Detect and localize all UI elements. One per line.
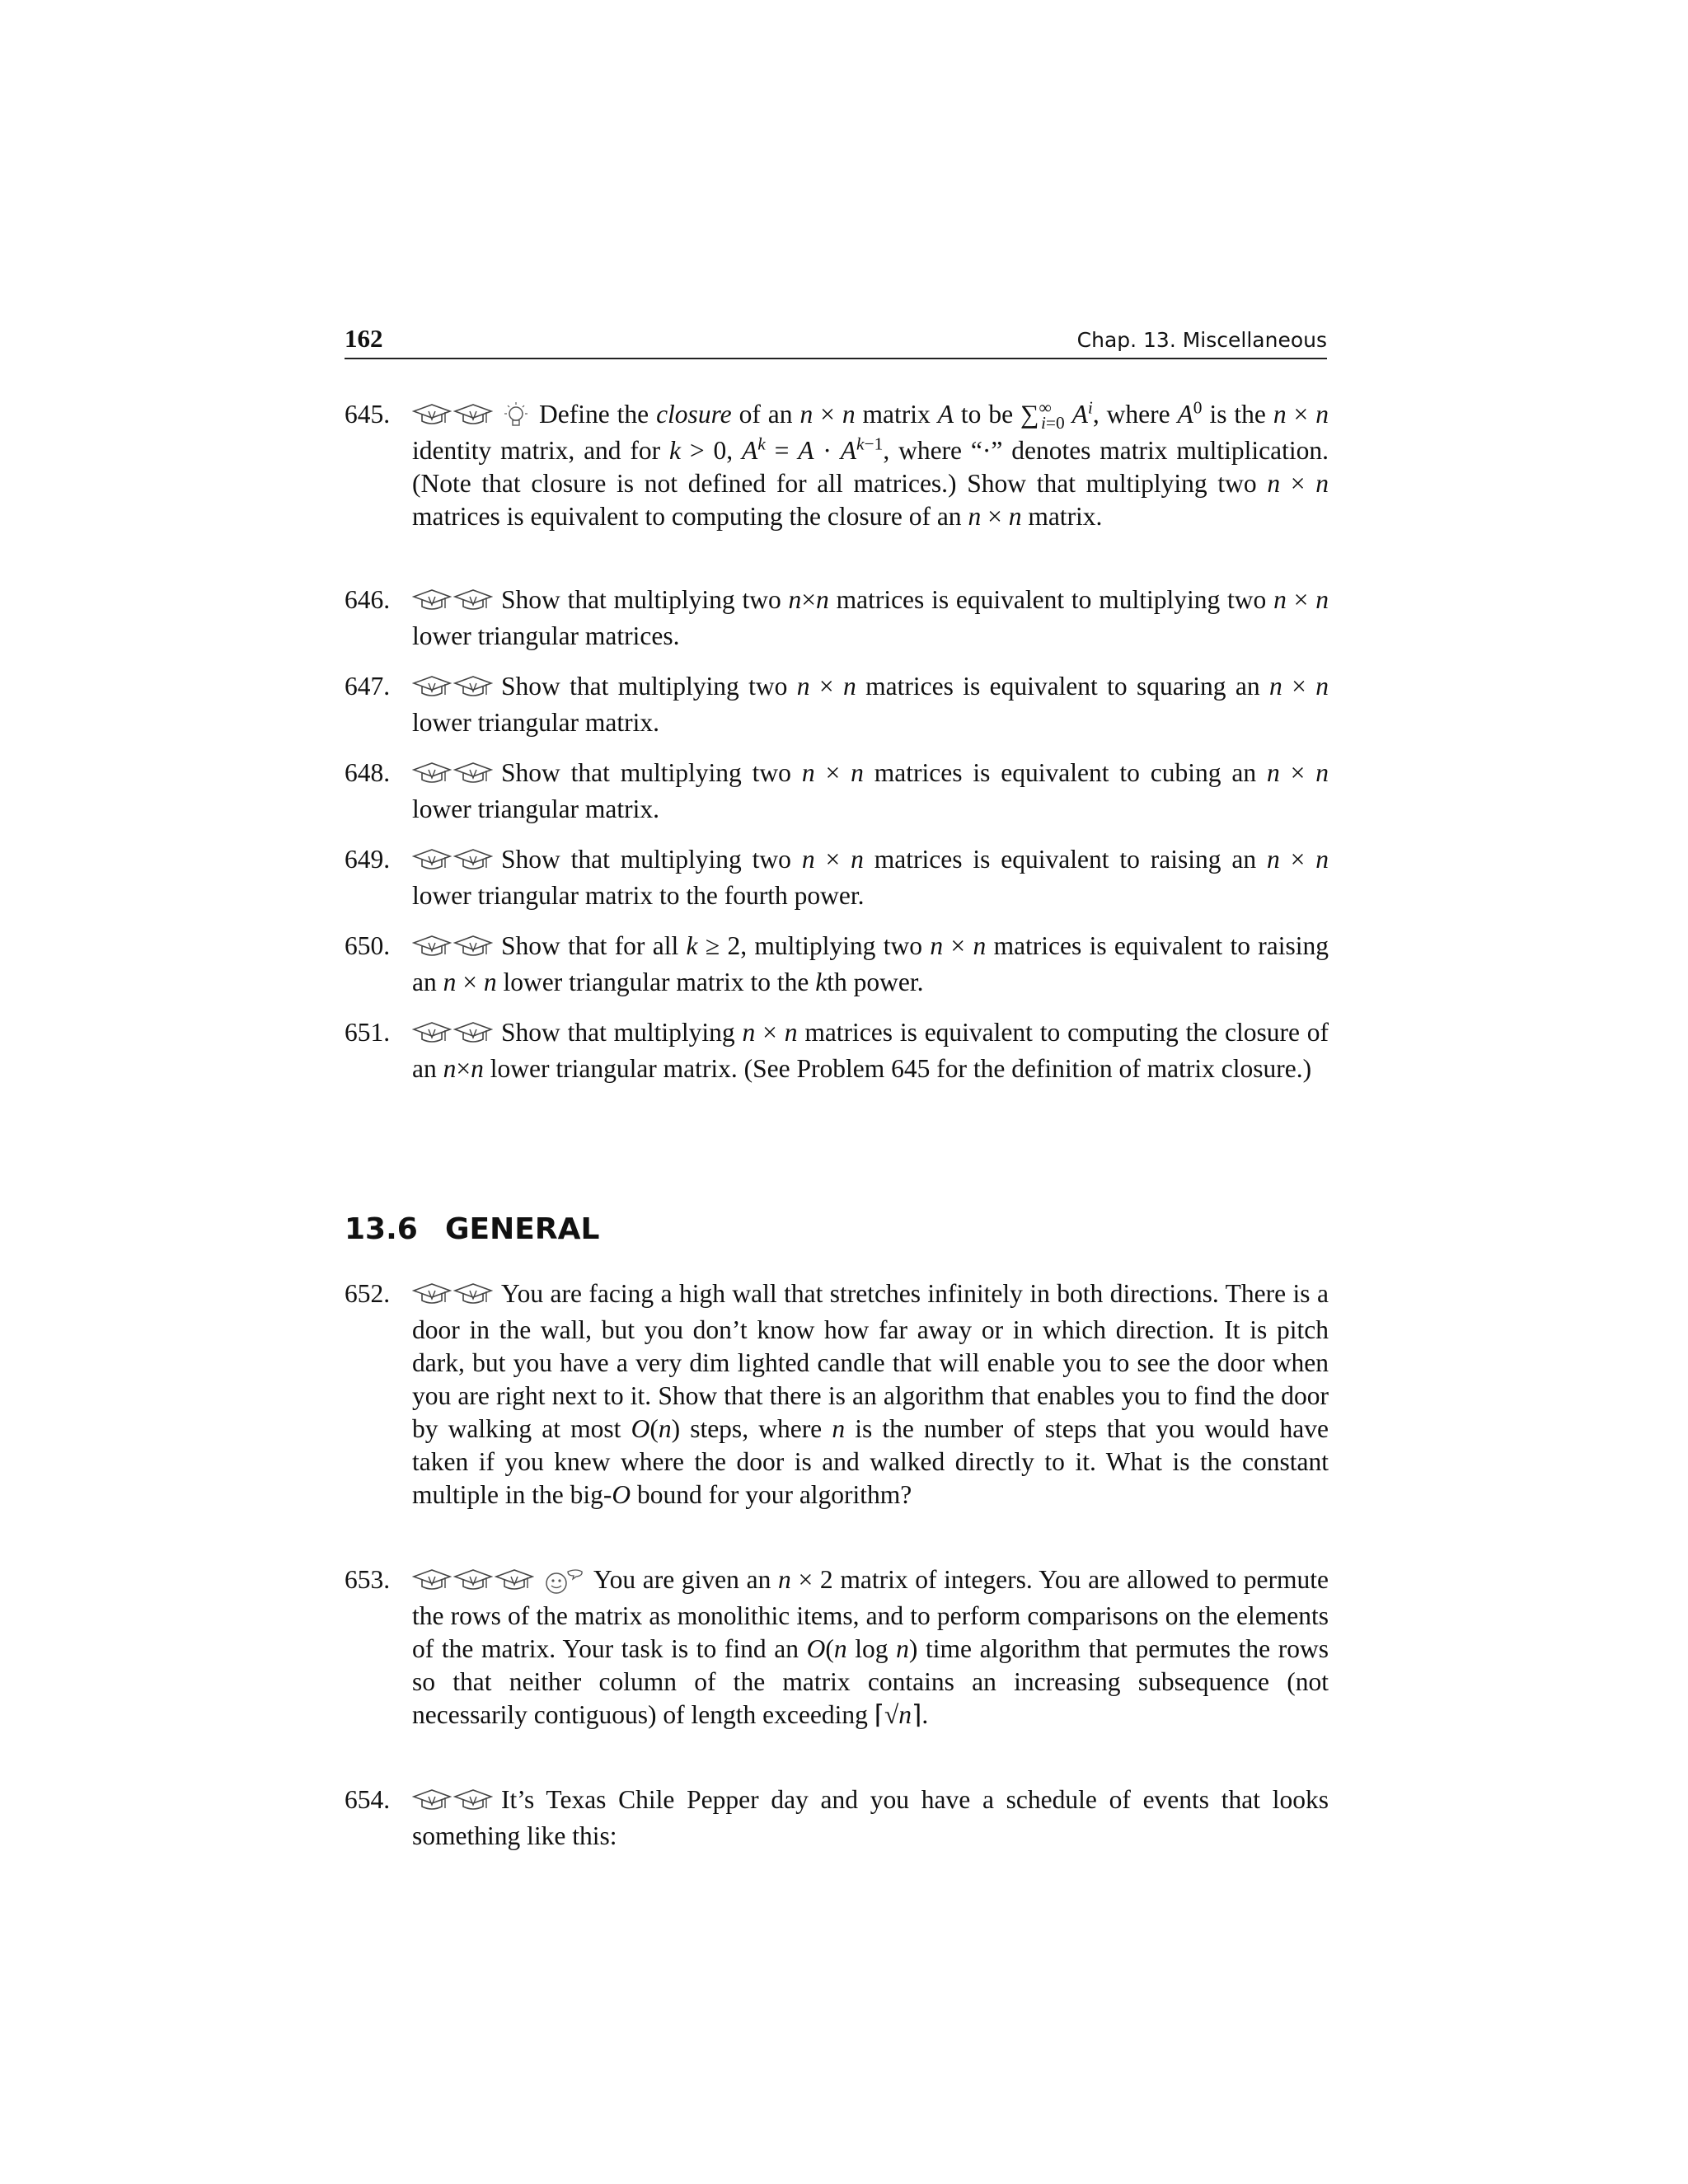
lightbulb-icon [499,401,532,431]
mortarboard-icon [453,1567,493,1593]
problem-653 [345,1563,1329,1732]
problem-text: Show that multiplying two n × n matrices is equivalent to cubing an n × n lower triangular matrix. [412,758,1329,823]
mortarboard-icon [412,587,452,613]
problem-number: 649. [345,845,391,874]
problem-number: 646. [345,585,391,614]
mortarboard-icon [412,1787,452,1813]
problem-646 [345,583,1329,653]
difficulty-icons [412,1281,495,1314]
problem-648 [345,757,1329,826]
mortarboard-icon [412,1019,452,1046]
problem-number: 654. [345,1785,391,1814]
mortarboard-icon [412,760,452,786]
problem-number: 647. [345,672,391,701]
difficulty-icons [412,587,495,620]
mortarboard-icon [412,846,452,873]
problem-number: 652. [345,1279,391,1308]
difficulty-icons [412,760,495,793]
problem-650 [345,930,1329,999]
mortarboard-icon [453,1019,493,1046]
mortarboard-icon [453,846,493,873]
problem-text: It’s Texas Chile Pepper day and you have a schedule of events that looks something like this: [412,1785,1329,1850]
mortarboard-icon [453,587,493,613]
mortarboard-icon [412,673,452,700]
mortarboard-icon [412,401,452,428]
problem-text: You are given an n × 2 matrix of integers. You are allowed to permute the rows of the matrix as monolithic items, and to perform comparisons on the elements of the matrix. Your task is to find an O(n log n) time algorithm that permutes the rows so that neither column of the matrix contains an increasing subsequence (not necessarily contiguous) of length exceeding ⌈√n⌉. [412,1565,1329,1729]
smiley-speech-icon [541,1567,587,1596]
section-heading [345,1210,599,1249]
problem-text: Show that multiplying n × n matrices is equivalent to computing the closure of an n×n lower triangular matrix. (See Problem 645 for the definition of matrix closure.) [412,1018,1329,1083]
mortarboard-icon [412,933,452,959]
mortarboard-icon [453,933,493,959]
problem-651 [345,1016,1329,1085]
running-head: Chap. 13. Miscellaneous [1076,328,1327,352]
section-number: 13.6 [345,1212,418,1246]
mortarboard-icon [453,673,493,700]
mortarboard-icon [453,1281,493,1307]
problem-number: 650. [345,931,391,960]
problem-number: 651. [345,1018,391,1047]
difficulty-icons [412,1567,587,1600]
page-number: 162 [345,324,383,353]
problem-text: Define the closure of an n × n matrix A to be $\sum^\infty_{i=0}$ $A^i$, where $A^0$ is the n × n identity matrix, and for k > 0, $A^k = A \cdot A^{k-1}$, where “·” denotes matrix multiplication. (Note that closure is not defined for all matrices.) Show that multiplying two n × n matrices is equivalent to computing the closure of an n × n matrix. [412,397,1329,531]
difficulty-icons [412,1787,495,1820]
problem-number: 645. [345,400,391,429]
page-header [345,323,1327,359]
section-title: GENERAL [445,1212,600,1246]
problem-text: Show that multiplying two n × n matrices is equivalent to raising an n × n lower triangular matrix to the fourth power. [412,845,1329,910]
problem-number: 648. [345,758,391,787]
mortarboard-icon [453,760,493,786]
mortarboard-icon [412,1567,452,1593]
problem-text: Show that multiplying two n×n matrices is equivalent to multiplying two n × n lower triangular matrices. [412,585,1329,650]
difficulty-icons [412,401,532,434]
problem-647 [345,670,1329,739]
mortarboard-icon [495,1567,534,1593]
problem-649 [345,843,1329,912]
difficulty-icons [412,673,495,706]
difficulty-icons [412,933,495,966]
difficulty-icons [412,1019,495,1052]
problem-652 [345,1277,1329,1511]
problem-number: 653. [345,1565,391,1594]
problem-text: Show that for all k ≥ 2, multiplying two n × n matrices is equivalent to raising an n × n lower triangular matrix to the kth power. [412,931,1329,996]
mortarboard-icon [453,401,493,428]
mortarboard-icon [453,1787,493,1813]
problem-654 [345,1783,1329,1853]
problem-645 [345,398,1329,533]
problem-text: You are facing a high wall that stretches infinitely in both directions. There is a door in the wall, but you don’t know how far away or in which direction. It is pitch dark, but you have a very dim lighted candle that will enable you to see the door when you are right next to it. Show that there is an algorithm that enables you to find the door by walking at most O(n) steps, where n is the number of steps that you would have taken if you knew where the door is and walked directly to it. What is the constant multiple in the big-O bound for your algorithm? [412,1279,1329,1509]
difficulty-icons [412,846,495,879]
mortarboard-icon [412,1281,452,1307]
problem-text: Show that multiplying two n × n matrices is equivalent to squaring an n × n lower triangular matrix. [412,672,1329,737]
